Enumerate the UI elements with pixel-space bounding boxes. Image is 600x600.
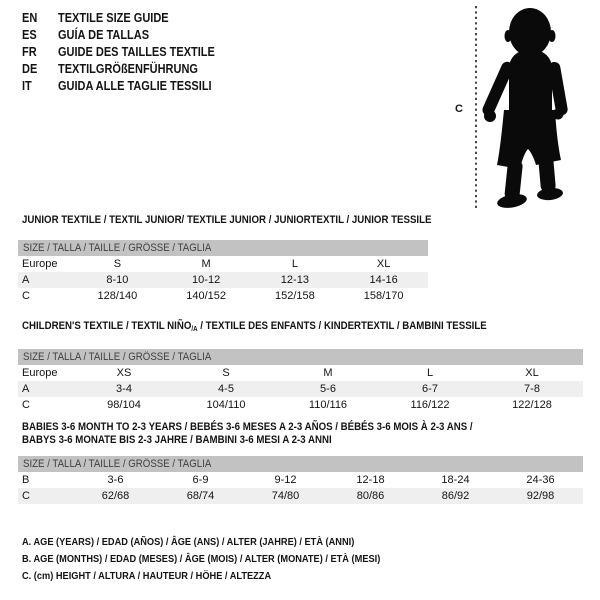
value-cell: 74/80 <box>271 490 300 502</box>
row-label: Europe <box>22 258 58 270</box>
note-age-months <box>22 551 429 568</box>
size-header-text: SIZE / TALLA / TAILLE / GRÖSSE / TAGLIA <box>23 458 212 470</box>
junior-table-title-text: JUNIOR TEXTILE / TEXTIL JUNIOR/ TEXTILE JUNIOR / JUNIORTEXTIL / JUNIOR TESSILE <box>22 214 432 226</box>
title-sub: /A <box>191 326 198 333</box>
height-measure-label: C <box>455 103 463 115</box>
lang-code: ES <box>22 28 37 42</box>
table-row <box>18 488 583 504</box>
value-cell: 7-8 <box>524 383 540 395</box>
note-text: C. (cm) HEIGHT / ALTURA / HAUTEUR / HÖHE / ALTEZZA <box>22 570 272 582</box>
language-title-list <box>22 10 236 95</box>
lang-row-fr <box>22 44 236 61</box>
row-label: Europe <box>22 367 58 379</box>
table-row <box>18 381 583 397</box>
lang-row-de <box>22 61 236 78</box>
table-row <box>18 256 428 272</box>
table-row <box>18 272 428 288</box>
title-pre: CHILDREN'S TEXTILE / TEXTIL NIÑO <box>22 320 192 332</box>
lang-title: GUIDA ALLE TAGLIE TESSILI <box>58 79 212 93</box>
baby-figure <box>452 4 584 210</box>
lang-row-es <box>22 27 236 44</box>
value-cell: 12-18 <box>356 474 385 486</box>
babies-table-title-line1 <box>22 421 583 434</box>
children-table-title-text <box>22 320 487 336</box>
junior-textile-section <box>18 214 432 304</box>
value-cell: 10-12 <box>192 274 221 286</box>
row-label: B <box>22 474 30 486</box>
value-cell: 9-12 <box>274 474 297 486</box>
value-cell: 3-4 <box>116 383 132 395</box>
size-cell: M <box>323 367 333 379</box>
note-text: A. AGE (YEARS) / EDAD (AÑOS) / ÂGE (ANS) / ALTER (JAHRE) / ETÀ (ANNI) <box>22 536 355 548</box>
babies-title-text-1: BABIES 3-6 MONTH TO 2-3 YEARS / BEBÉS 3-6 MESES A 2-3 AÑOS / BÉBÉS 3-6 MOIS À 2-3 ANS / <box>22 421 473 433</box>
value-cell: 62/68 <box>101 490 130 502</box>
baby-silhouette-svg <box>452 4 584 210</box>
value-cell: 6-7 <box>422 383 438 395</box>
value-cell: 140/152 <box>186 290 226 302</box>
table-row <box>18 397 583 413</box>
row-label: C <box>22 290 30 302</box>
size-cell: S <box>113 258 122 270</box>
value-cell: 86/92 <box>441 490 470 502</box>
value-cell: 110/116 <box>308 399 348 411</box>
table-row <box>18 472 583 488</box>
table-row <box>18 288 428 304</box>
babies-title-text-2: BABYS 3-6 MONATE BIS 2-3 JAHRE / BAMBINI 3-6 MESI A 2-3 ANNI <box>22 434 332 446</box>
junior-size-header-bar <box>18 240 428 256</box>
note-text: B. AGE (MONTHS) / EDAD (MESES) / ÂGE (MOIS) / ALTER (MONATE) / ETÀ (MESI) <box>22 553 381 565</box>
lang-code: DE <box>22 62 38 76</box>
junior-table-title <box>22 214 432 227</box>
value-cell: 8-10 <box>106 274 129 286</box>
row-label: A <box>22 383 30 395</box>
value-cell: 68/74 <box>186 490 215 502</box>
lang-row-en <box>22 10 236 27</box>
value-cell: 80/86 <box>356 490 385 502</box>
value-cell: 3-6 <box>107 474 124 486</box>
lang-row-it <box>22 78 236 95</box>
value-cell: 152/158 <box>274 290 315 302</box>
lang-title: GUÍA DE TALLAS <box>58 28 150 42</box>
value-cell: 4-5 <box>218 383 234 395</box>
legend-notes <box>22 534 429 585</box>
size-cell: L <box>291 258 298 270</box>
row-label: A <box>22 274 30 286</box>
value-cell: 12-13 <box>280 274 309 286</box>
value-cell: 158/170 <box>363 290 404 302</box>
children-size-header-bar <box>18 349 583 365</box>
size-cell: XS <box>116 367 132 379</box>
baby-silhouette <box>481 8 569 210</box>
size-cell: XL <box>376 258 391 270</box>
size-header-text: SIZE / TALLA / TAILLE / GRÖSSE / TAGLIA <box>23 242 212 254</box>
lang-code: IT <box>22 79 32 93</box>
size-cell: XL <box>525 367 539 379</box>
size-header-text: SIZE / TALLA / TAILLE / GRÖSSE / TAGLIA <box>23 351 212 363</box>
value-cell: 122/128 <box>512 399 552 411</box>
value-cell: 128/140 <box>97 290 138 302</box>
value-cell: 98/104 <box>107 399 141 411</box>
lang-code: FR <box>22 45 37 59</box>
value-cell: 24-36 <box>526 474 555 486</box>
children-textile-section <box>18 320 583 413</box>
value-cell: 5-6 <box>320 383 336 395</box>
value-cell: 14-16 <box>369 274 398 286</box>
lang-title: GUIDE DES TAILLES TEXTILE <box>58 45 215 59</box>
note-height-cm <box>22 568 429 585</box>
size-cell: S <box>222 367 230 379</box>
babies-textile-section <box>18 421 583 504</box>
lang-code: EN <box>22 11 38 25</box>
table-row <box>18 365 583 381</box>
value-cell: 18-24 <box>441 474 470 486</box>
title-post: / TEXTILE DES ENFANTS / KINDERTEXTIL / BAMBINI TESSILE <box>197 320 487 332</box>
row-label: C <box>22 490 30 502</box>
note-age-years <box>22 534 429 551</box>
value-cell: 116/122 <box>410 399 450 411</box>
row-label: C <box>22 399 30 411</box>
lang-title: TEXTILGRÖßENFÜHRUNG <box>58 62 198 76</box>
babies-size-header-bar <box>18 456 583 472</box>
babies-table-title-line2 <box>22 434 583 447</box>
value-cell: 104/110 <box>206 399 246 411</box>
size-cell: M <box>201 258 211 270</box>
value-cell: 92/98 <box>526 490 555 502</box>
lang-title: TEXTILE SIZE GUIDE <box>58 11 169 25</box>
children-table-title <box>22 320 583 336</box>
value-cell: 6-9 <box>192 474 209 486</box>
size-cell: L <box>426 367 434 379</box>
